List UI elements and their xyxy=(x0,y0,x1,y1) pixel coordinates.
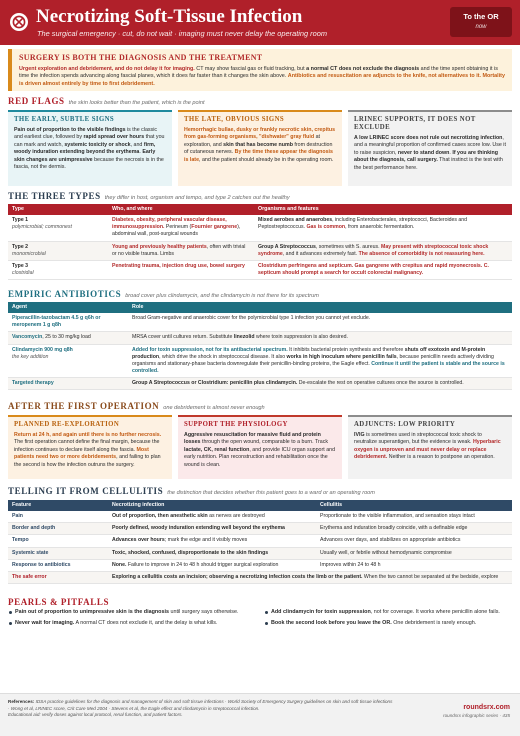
who-cell: Penetrating trauma, injection drug use, bowel surgery xyxy=(108,260,254,279)
footer-note: Educational aid: verify doses against local protocol, renal function, and patient factors. xyxy=(8,712,183,718)
cellulitis-title: TELLING IT FROM CELLULITIS xyxy=(8,486,164,496)
early-signs-text: Pain out of proportion to the visible findings is the classic and earliest clue, followed by rapid spread over hours that you can mark and watch, systemic toxicity or shock, and firm, woody induration extending beyond the erythema. Early skin changes are unimpressive because the necrosis is in the fascia, not the dermis. xyxy=(14,126,165,171)
badge-line2: now xyxy=(475,23,487,30)
role-cell: Added for toxin suppression, not for its antibacterial spectrum. It inhibits bacterial protein synthesis and therefore shuts off exotoxin and M-protein production, which drive the shock in streptococcal disease. It also works in high inoculum where penicillin fails, because penicillin needs actively dividing organisms and stationary-phase bacteria downregulate their penicillin-binding proteins, the Eagle effect. Continue it until the patient is stable and the source is controlled. xyxy=(128,344,512,378)
reexploration-card xyxy=(8,415,172,479)
table-row xyxy=(8,241,512,260)
badge-line1: To the OR xyxy=(463,12,499,21)
antibiotics-subtitle: broad cover plus clindamycin, and the clindamycin is not there for its spectrum xyxy=(125,293,319,299)
list-item: Never wait for imaging. A normal CT does not exclude it, and the delay is what kills. xyxy=(8,620,248,628)
col-organisms: Organisms and features xyxy=(254,204,512,215)
lrinec-card xyxy=(348,110,512,186)
banner-text xyxy=(19,66,505,89)
summary-banner xyxy=(8,49,512,91)
footer xyxy=(0,693,520,736)
types-subtitle: they differ in host, organism and tempo, and type 2 catches out the healthy xyxy=(104,195,290,201)
table-row xyxy=(8,535,512,547)
organisms-cell: Mixed aerobes and anaerobes, including Enterobacterales, streptococci, Bacteroides and Peptostreptococcus. Gas is common, from anaerobic fermentation. xyxy=(254,215,512,241)
safe-error-cell: Exploring a cellulitis costs an incision; observing a necrotizing infection costs the limb or the patient. When the two cannot be separated at the bedside, explore xyxy=(108,571,512,583)
red-flags-title: RED FLAGS xyxy=(8,96,65,106)
lrinec-title: LRINEC SUPPORTS, IT DOES NOT EXCLUDE xyxy=(354,116,476,131)
necrotizing-cell: None. Failure to improve in 24 to 48 h should trigger surgical exploration xyxy=(108,559,316,571)
late-signs-text: Hemorrhagic bullae, dusky or frankly necrotic skin, crepitus from gas-forming organisms, "dishwater" gray fluid at exploration, and skin that has become numb from destruction of cutaneous nerves. By the time these appear the diagnosis is late, and the patient should already be in the operating room. xyxy=(184,126,336,163)
adjuncts-text: IVIG is sometimes used in streptococcal toxic shock to neutralize superantigen, but the evidence is weak. Hyperbaric oxygen is unproven and must never delay or replace debridement. Neither is a reason to postpone an operation. xyxy=(354,431,501,461)
cellulitis-header-row xyxy=(8,500,512,511)
table-row xyxy=(8,260,512,279)
col-role: Role xyxy=(128,302,512,313)
site-link[interactable]: roundsrx.com xyxy=(463,704,510,711)
no-entry-icon xyxy=(10,13,28,31)
table-row xyxy=(8,215,512,241)
antibiotics-header-row xyxy=(8,302,512,313)
type-cell: Type 2 monomicrobial xyxy=(8,241,108,260)
page-title: Necrotizing Soft-Tissue Infection xyxy=(36,6,303,27)
necrotizing-cell: Toxic, shocked, confused, disproportionate to the skin findings xyxy=(108,547,316,559)
pearls-title: PEARLS & PITFALLS xyxy=(8,597,110,607)
agent-cell: Piperacillin-tazobactam 4.5 g q6h or meropenem 1 g q8h xyxy=(8,313,128,332)
reexploration-title: PLANNED RE-EXPLORATION xyxy=(14,421,120,428)
table-row xyxy=(8,523,512,535)
cellulitis-heading xyxy=(8,486,512,496)
table-row xyxy=(8,313,512,332)
cellulitis-table xyxy=(8,500,512,584)
col-who: Who, and where xyxy=(108,204,254,215)
col-cellulitis: Cellulitis xyxy=(316,500,512,511)
agent-cell: Clindamycin 900 mg q8h the key addition xyxy=(8,344,128,378)
col-feature: Feature xyxy=(8,500,108,511)
agent-cell: Targeted therapy xyxy=(8,378,128,390)
role-cell: Group A Streptococcus or Clostridium: penicillin plus clindamycin. De-escalate the rest on operative cultures once the source is controlled. xyxy=(128,378,512,390)
list-item: Add clindamycin for toxin suppression, not for coverage. It works where penicillin alone fails. xyxy=(264,609,504,617)
types-title: THE THREE TYPES xyxy=(8,191,101,201)
agent-cell: Vancomycin, 25 to 30 mg/kg load xyxy=(8,332,128,344)
after-op-subtitle: one debridement is almost never enough xyxy=(163,405,265,411)
banner-p3: a normal CT does not exclude the diagnosis xyxy=(306,65,420,72)
late-signs-card xyxy=(178,110,342,186)
physiology-text: Aggressive resuscitation for massive fluid and protein losses through the open wound, comparable to a burn. Track lactate, CK, renal function, and provide ICU organ support and early nutrition. Plan reconstruction and rehabilitation once the wound is clean. xyxy=(184,431,336,468)
col-necrotizing: Necrotizing infection xyxy=(108,500,316,511)
series-label: roundsrx infographic series · 435 xyxy=(443,713,510,718)
types-heading xyxy=(8,191,512,201)
header xyxy=(0,0,520,45)
late-signs-title: THE LATE, OBVIOUS SIGNS xyxy=(184,116,285,123)
after-op-title: AFTER THE FIRST OPERATION xyxy=(8,401,160,411)
reexploration-text: Return at 24 h, and again until there is no further necrosis. The first operation cannot define the final margin, because the infection continues to declare itself along the fascia. Most patients need two or more debridements, and failing to plan the second is how the infection outruns the surgery. xyxy=(14,431,162,468)
after-op-heading xyxy=(8,401,512,411)
antibiotics-heading xyxy=(8,289,512,299)
types-header-row xyxy=(8,204,512,215)
table-row xyxy=(8,547,512,559)
feature-cell: The safe error xyxy=(8,571,108,583)
adjuncts-title: ADJUNCTS: LOW PRIORITY xyxy=(354,421,456,428)
list-item: Pain out of proportion to unimpressive skin is the diagnosis until surgery says otherwise. xyxy=(8,609,248,617)
table-row xyxy=(8,344,512,378)
physiology-title: SUPPORT THE PHYSIOLOGY xyxy=(184,421,288,428)
feature-cell: Systemic state xyxy=(8,547,108,559)
col-type: Type xyxy=(8,204,108,215)
banner-p2: CT may show fascial gas or fluid tracking, but xyxy=(194,65,307,72)
banner-p4: and the time spent obtaining it is time the infection spends advancing along fascial planes, which it does far faster than it changes the skin above. xyxy=(19,65,498,80)
pearls-list xyxy=(8,609,512,649)
feature-cell: Tempo xyxy=(8,535,108,547)
feature-cell: Border and depth xyxy=(8,523,108,535)
cellulitis-cell: Erythema and induration broadly coincide, with a definable edge xyxy=(316,523,512,535)
who-cell: Diabetes, obesity, peripheral vascular disease, immunosuppression. Perineum (Fournier gangrene), abdominal wall, post-surgical wounds xyxy=(108,215,254,241)
table-row xyxy=(8,332,512,344)
table-row xyxy=(8,571,512,583)
table-row xyxy=(8,511,512,523)
cellulitis-cell: Proportionate to the visible inflammation, and sensation stays intact xyxy=(316,511,512,523)
types-table xyxy=(8,204,512,280)
red-flags-subtitle: the skin looks better than the patient, which is the point xyxy=(68,100,205,106)
early-signs-title: THE EARLY, SUBTLE SIGNS xyxy=(14,116,115,123)
or-badge xyxy=(450,7,512,37)
red-flags-heading xyxy=(8,96,512,106)
pearls-col-left xyxy=(8,609,248,630)
cellulitis-cell: Improves within 24 to 48 h xyxy=(316,559,512,571)
type-cell: Type 1 polymicrobial; commonest xyxy=(8,215,108,241)
who-cell: Young and previously healthy patients, often with trivial or no visible trauma. Limbs xyxy=(108,241,254,260)
references: References: IDSA practice guidelines for the diagnosis and management of skin and soft tissue infections · World Society of Emergency Surgery guidelines on skin and soft tissue infections · Wong et al, LRINEC score, Crit Care Med 2004 · Stevens et al, the Eagle effect and clindamycin in streptococcal infection. Educational aid: verify doses against local protocol, renal function, and patient factors. xyxy=(8,699,393,718)
antibiotics-table xyxy=(8,302,512,390)
lrinec-text: A low LRINEC score does not rule out necrotizing infection, and a meaningful proportion of confirmed cases score low. Use it to raise suspicion, never to stand down. If you are thinking about the diagnosis, call surgery. That instinct is the test with the best performance here. xyxy=(354,134,506,171)
role-cell: MRSA cover until cultures return. Substitute linezolid where toxin suppression is also desired. xyxy=(128,332,512,344)
antibiotics-title: EMPIRIC ANTIBIOTICS xyxy=(8,289,122,299)
banner-p1: Urgent exploration and debridement, and do not delay it for imaging. xyxy=(19,65,195,72)
list-item: Book the second look before you leave the OR. One debridement is rarely enough. xyxy=(264,620,504,628)
pearls-heading xyxy=(8,597,512,607)
cellulitis-subtitle: the distinction that decides whether this patient goes to a ward or an operating room xyxy=(167,490,375,496)
necrotizing-cell: Poorly defined, woody induration extending well beyond the erythema xyxy=(108,523,316,535)
necrotizing-cell: Out of proportion, then anesthetic skin as nerves are destroyed xyxy=(108,511,316,523)
banner-p5: Antibiotics and resuscitation are adjuncts to the knife, not alternatives to it. Mortality is driven almost entirely by time to first debridement. xyxy=(19,73,505,87)
physiology-card xyxy=(178,415,342,479)
feature-cell: Response to antibiotics xyxy=(8,559,108,571)
organisms-cell: Group A Streptococcus, sometimes with S. aureus. May present with streptococcal toxic shock syndrome, and it advances extremely fast. The absence of comorbidity is not reassuring here. xyxy=(254,241,512,260)
col-agent: Agent xyxy=(8,302,128,313)
table-row xyxy=(8,559,512,571)
adjuncts-card xyxy=(348,415,512,479)
organisms-cell: Clostridium perfringens and septicum. Gas gangrene with crepitus and rapid myonecrosis. C. septicum should prompt a search for occult colorectal malignancy. xyxy=(254,260,512,279)
cellulitis-cell: Usually well, or febrile without hemodynamic compromise xyxy=(316,547,512,559)
type-cell: Type 3 clostridial xyxy=(8,260,108,279)
banner-title: SURGERY IS BOTH THE DIAGNOSIS AND THE TREATMENT xyxy=(19,53,263,62)
early-signs-card xyxy=(8,110,172,186)
feature-cell: Pain xyxy=(8,511,108,523)
table-row xyxy=(8,378,512,390)
role-cell: Broad Gram-negative and anaerobic cover for the polymicrobial type 1 infection you cannot yet exclude. xyxy=(128,313,512,332)
page-subtitle: The surgical emergency · cut, do not wait · imaging must never delay the operating room xyxy=(37,29,328,38)
necrotizing-cell: Advances over hours; mark the edge and it visibly moves xyxy=(108,535,316,547)
cellulitis-cell: Advances over days, and stabilizes on appropriate antibiotics xyxy=(316,535,512,547)
pearls-col-right xyxy=(264,609,504,630)
